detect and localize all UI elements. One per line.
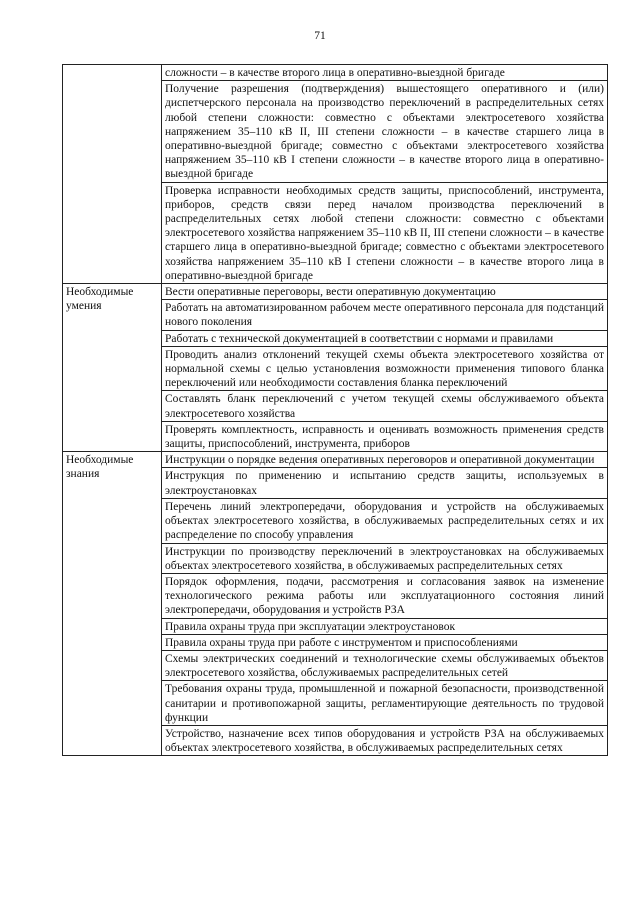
table-cell: Работать на автоматизированном рабочем месте оперативного персонала для подстанций нового поколения	[162, 300, 608, 330]
requirements-table-body	[63, 65, 608, 756]
table-cell: Проверять комплектность, исправность и оценивать возможность применения средств защиты, приспособлений, инструмента, приборов	[162, 421, 608, 451]
table-row	[63, 452, 608, 468]
table-cell: Схемы электрических соединений и технологические схемы обслуживаемых объектов электросетевого хозяйства, обслуживаемых распределительных сетей	[162, 650, 608, 680]
section-heading	[63, 65, 162, 284]
table-cell: Правила охраны труда при работе с инструментом и приспособлениями	[162, 634, 608, 650]
table-cell: Устройство, назначение всех типов оборудования и устройств РЗА на обслуживаемых объектах электросетевого хозяйства, в обслуживаемых распределительных сетях	[162, 725, 608, 755]
table-cell: Составлять бланк переключений с учетом текущей схемы обслуживаемого объекта электросетевого хозяйства	[162, 391, 608, 421]
table-cell: Порядок оформления, подачи, рассмотрения и согласования заявок на изменение технологического режима работы или эксплуатационного состояния линий электропередачи, оборудования и устройств РЗА	[162, 573, 608, 618]
page-number: 71	[314, 30, 326, 42]
section-heading: Необходимые умения	[63, 284, 162, 452]
table-cell: Инструкции о порядке ведения оперативных переговоров и оперативной документации	[162, 452, 608, 468]
table-cell: Инструкции по производству переключений в электроустановках на обслуживаемых объектах электросетевого хозяйства, в обслуживаемых распределительных сетях	[162, 543, 608, 573]
table-cell: Перечень линий электропередачи, оборудования и устройств на обслуживаемых объектах электросетевого хозяйства, в обслуживаемых распределительных сетях и их распределение по способу управления	[162, 498, 608, 543]
table-cell: Требования охраны труда, промышленной и пожарной безопасности, производственной санитарии и противопожарной защиты, регламентирующие деятельность по трудовой функции	[162, 681, 608, 726]
table-cell: Инструкция по применению и испытанию средств защиты, используемых в электроустановках	[162, 468, 608, 498]
table-cell: Работать с технической документацией в соответствии с нормами и правилами	[162, 330, 608, 346]
table-row	[63, 65, 608, 81]
table-cell: Проводить анализ отклонений текущей схемы объекта электросетевого хозяйства от нормальной схемы с целью установления возможности применения типового бланка переключений или необходимости составления бланка переключений	[162, 346, 608, 391]
requirements-table	[62, 64, 608, 756]
table-cell: Проверка исправности необходимых средств защиты, приспособлений, инструмента, приборов, средств связи перед началом производства переключений в распределительных сетях любой степени сложности: совместно с объектами электросетевого хозяйства напряжением 35–110 кВ II, III степени сложности – в качестве старшего лица в оперативно-выездной бригаде; совместно с объектами электросетевого хозяйства напряжением 35–110 кВ I степени сложности – в качестве второго лица в оперативно-выездной бригаде	[162, 182, 608, 283]
table-cell: сложности – в качестве второго лица в оперативно-выездной бригаде	[162, 65, 608, 81]
table-cell: Правила охраны труда при эксплуатации электроустановок	[162, 618, 608, 634]
table-cell: Вести оперативные переговоры, вести оперативную документацию	[162, 284, 608, 300]
section-heading: Необходимые знания	[63, 452, 162, 756]
table-cell: Получение разрешения (подтверждения) вышестоящего оперативного и (или) диспетчерского персонала на производство переключений в распределительных сетях любой степени сложности: совместно с объектами электросетевого хозяйства напряжением 35–110 кВ II, III степени сложности – в качестве старшего лица в оперативно-выездной бригаде; совместно с объектами электросетевого хозяйства напряжением 35–110 кВ I степени сложности – в качестве второго лица в оперативно-выездной бригаде	[162, 81, 608, 182]
table-row	[63, 284, 608, 300]
